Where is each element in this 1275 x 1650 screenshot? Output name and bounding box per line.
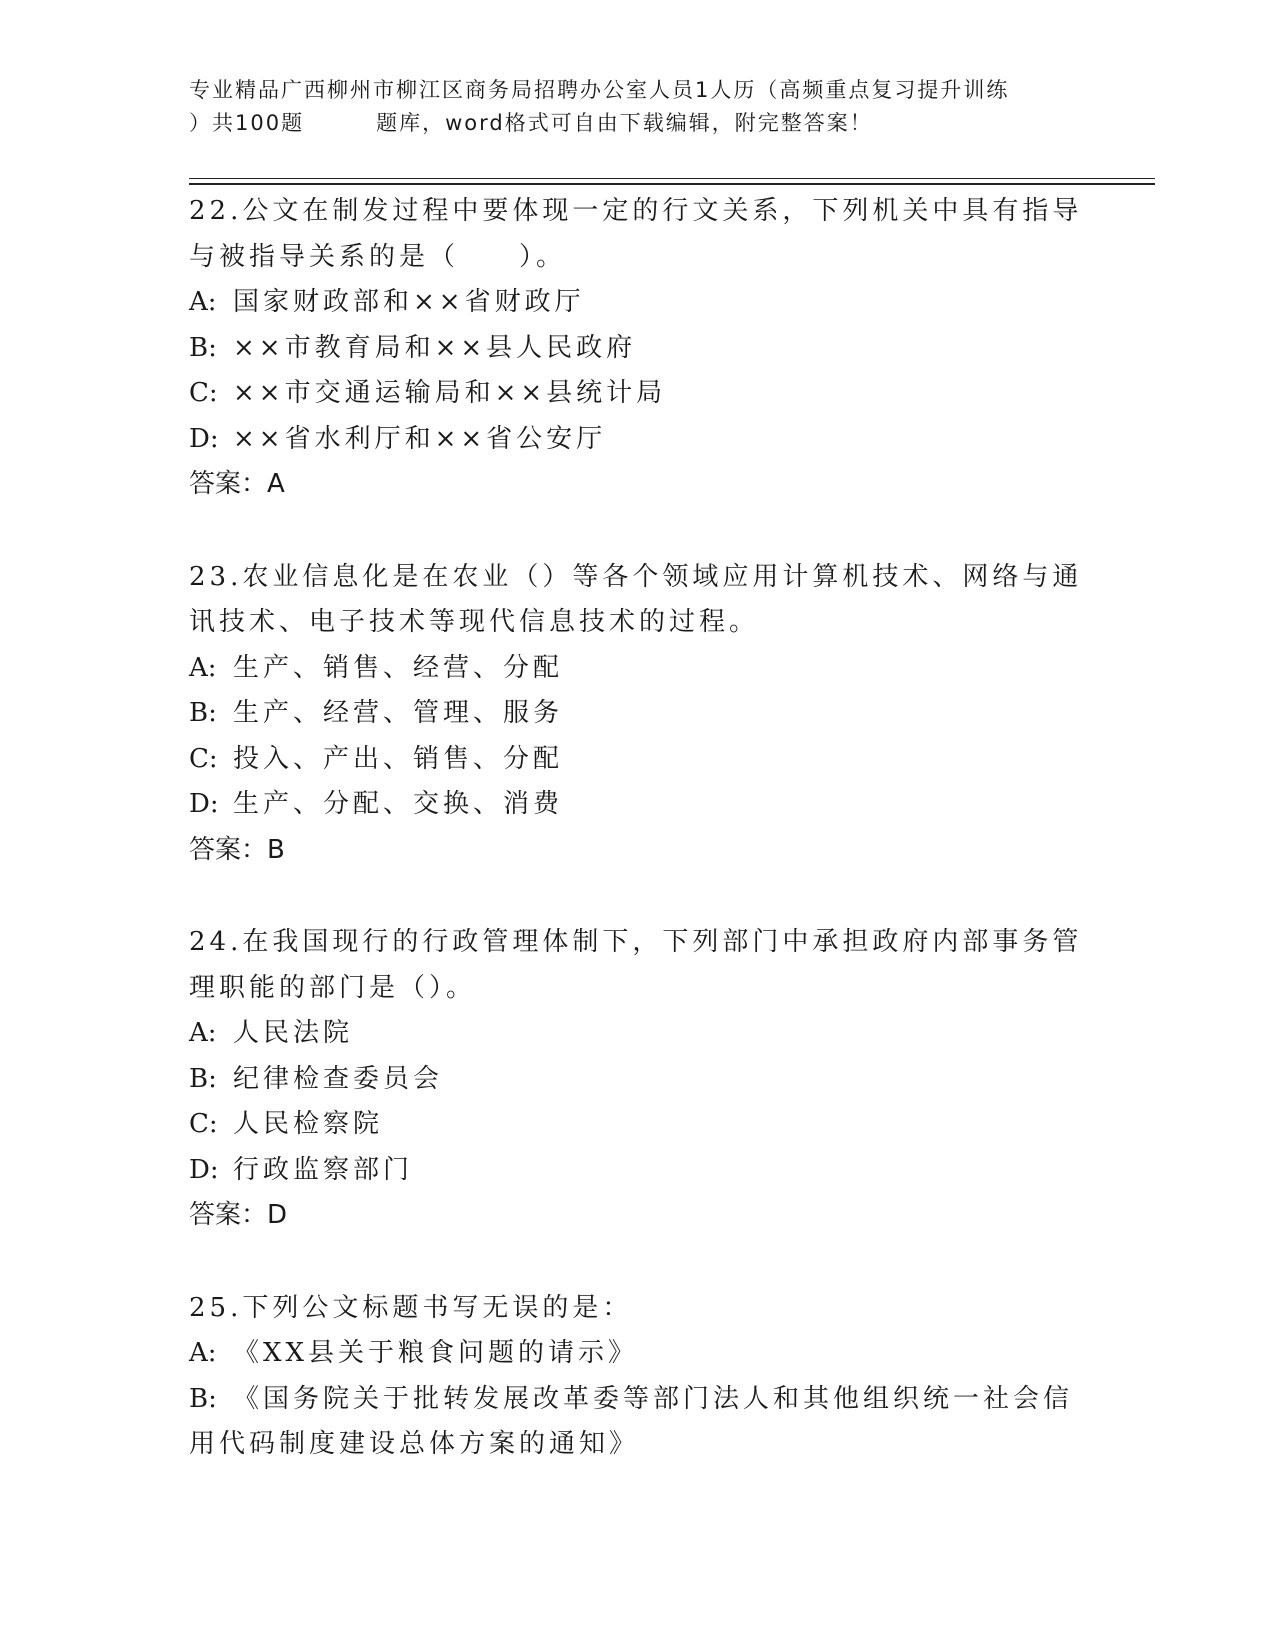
option-text: 行政监察部门 [233, 1154, 414, 1185]
option-letter: D: [189, 789, 219, 819]
option-b [189, 691, 1089, 737]
question-24 [189, 920, 1089, 1239]
option-text: 纪律检查委员会 [233, 1063, 444, 1094]
option-text: ××省水利厅和××省公安厅 [233, 423, 607, 454]
header-line-1: 专业精品广西柳州市柳江区商务局招聘办公室人员1人历（高频重点复习提升训练 [189, 78, 1010, 102]
question-22 [189, 189, 1089, 508]
option-c [189, 737, 1089, 783]
option-b [189, 1057, 1089, 1103]
option-text: 生产、经营、管理、服务 [233, 698, 564, 728]
header-line-2 [189, 107, 1089, 140]
header-line-2-left: ）共100题 [189, 111, 305, 135]
option-c [189, 371, 1089, 417]
question-list [189, 189, 1089, 1515]
option-letter: A: [189, 652, 217, 683]
option-text: 《国务院关于批转发展改革委等部门法人和其他组织统一社会信用代码制度建设总体方案的通知》 [189, 1383, 1074, 1459]
answer-line: 答案：A [189, 469, 285, 499]
option-letter: A: [189, 287, 217, 317]
question-text: 22.公文在制发过程中要体现一定的行文关系，下列机关中具有指导与被指导关系的是（ ）。 [189, 196, 1083, 272]
option-letter: D: [189, 1154, 219, 1185]
option-text: ××市教育局和××县人民政府 [233, 332, 637, 363]
option-letter: A: [189, 1338, 217, 1368]
option-text: 人民检察院 [233, 1109, 384, 1139]
option-letter: B: [189, 332, 217, 363]
option-letter: C: [189, 743, 218, 774]
option-d [189, 1148, 1089, 1194]
answer-line: 答案：D [189, 1200, 288, 1230]
option-d [189, 417, 1089, 463]
option-b [189, 1377, 1089, 1468]
option-letter: A: [189, 1018, 217, 1048]
header-divider-thin [189, 178, 1155, 179]
option-b [189, 326, 1089, 372]
header-divider-thick [189, 183, 1155, 185]
option-a [189, 1331, 1089, 1377]
option-text: 人民法院 [233, 1018, 354, 1048]
option-text: ××市交通运输局和××县统计局 [233, 378, 667, 408]
document-header [189, 74, 1089, 140]
option-text: 《XX县关于粮食问题的请示》 [233, 1338, 639, 1368]
option-letter: B: [189, 698, 217, 728]
question-text: 25.下列公文标题书写无误的是： [189, 1292, 633, 1323]
option-letter: B: [189, 1063, 217, 1094]
header-line-2-right: 题库，word格式可自由下载编辑，附完整答案！ [376, 111, 873, 135]
option-letter: C: [189, 378, 218, 408]
option-text: 生产、销售、经营、分配 [233, 652, 564, 683]
option-letter: D: [189, 423, 219, 454]
question-text: 24.在我国现行的行政管理体制下，下列部门中承担政府内部事务管理职能的部门是（）。 [189, 927, 1083, 1003]
option-a [189, 1011, 1089, 1057]
option-text: 生产、分配、交换、消费 [233, 789, 564, 819]
question-25 [189, 1286, 1089, 1468]
answer-line: 答案：B [189, 834, 285, 865]
option-text: 投入、产出、销售、分配 [233, 743, 564, 774]
option-a [189, 280, 1089, 326]
option-letter: C: [189, 1109, 218, 1139]
option-letter: B: [189, 1383, 217, 1414]
option-d [189, 782, 1089, 828]
question-23 [189, 555, 1089, 874]
option-c [189, 1102, 1089, 1148]
option-a [189, 646, 1089, 692]
option-text: 国家财政部和××省财政厅 [233, 287, 585, 317]
question-text: 23.农业信息化是在农业（）等各个领域应用计算机技术、网络与通讯技术、电子技术等现代信息技术的过程。 [189, 561, 1083, 637]
